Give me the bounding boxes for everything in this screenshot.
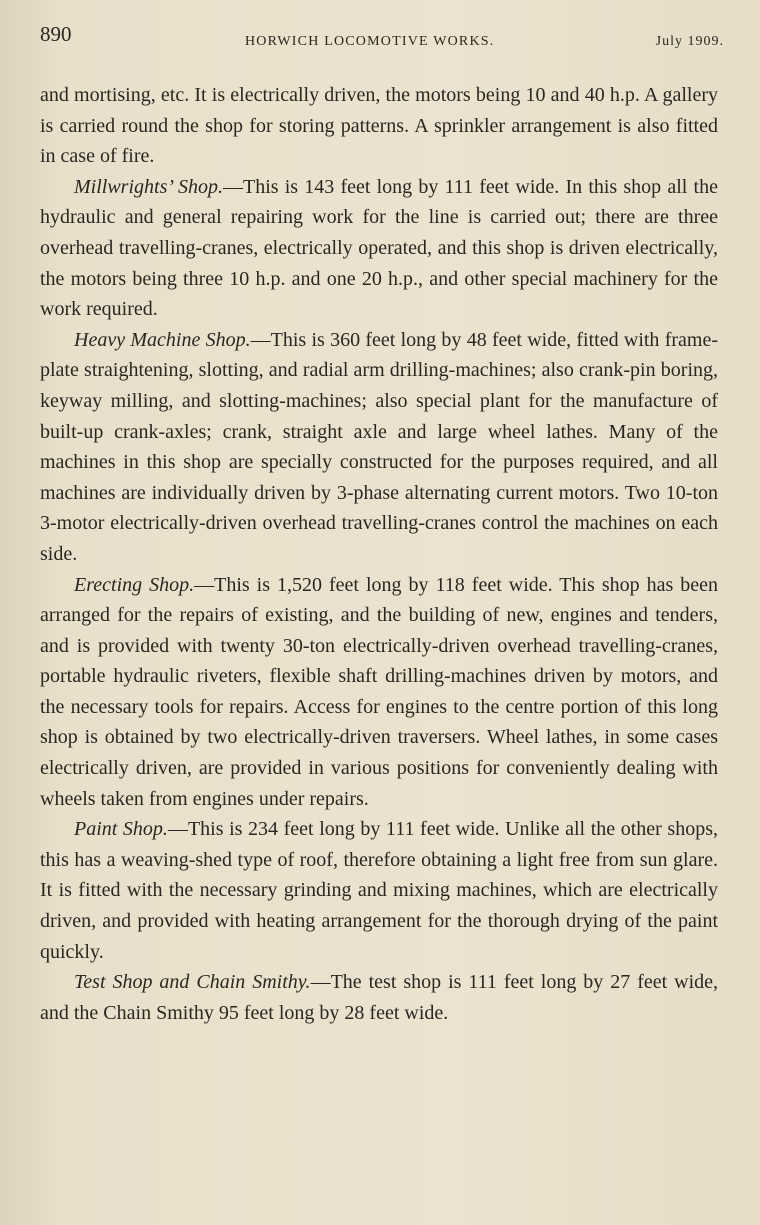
paragraph-text: —This is 360 feet long by 48 feet wide, fitted with frame-plate straightening, slotting, and radial arm drilling-machines; also crank-pin boring, keyway milling, and slotting-machines; also special plant for the manufacture of built-up crank-axles; crank, straight axle and large wheel lathes. Many of the machines in this shop are specially constructed for the purposes required, and all machines are individually driven by 3-phase alternating current motors. Two 10-ton 3-motor electrically-driven overhead travelling-cranes control the machines on each side.	[40, 328, 719, 565]
paragraph-text: —This is 234 feet long by 111 feet wide. Unlike all the other shops, this has a weaving-shed type of roof, therefore obtaining a light free from sun glare. It is fitted with the necessary grinding and mixing machines, which are electrically driven, and provided with heating arrangement for the thorough drying of the paint quickly.	[40, 818, 718, 963]
paragraph-continuation	[40, 80, 718, 172]
page-number: 890	[40, 22, 72, 46]
running-date: July 1909.	[655, 34, 724, 49]
paragraph-test-shop	[40, 967, 718, 1028]
paragraph-heavy-machine-shop	[40, 325, 718, 570]
paragraph-text: —This is 1,520 feet long by 118 feet wide. This shop has been arranged for the repairs of existing, and the building of new, engines and tenders, and is provided with twenty 30-ton electrically-driven overhead travelling-cranes, portable hydraulic riveters, flexible shaft drilling-machines driven by motors, and the necessary tools for repairs. Access for engines to the centre portion of this long shop is obtained by two electrically-driven traversers. Wheel lathes, in some cases electrically driven, are provided in various positions for conveniently dealing with wheels taken from engines under repairs.	[40, 573, 719, 810]
section-heading: Paint Shop.	[74, 818, 168, 841]
paragraph-erecting-shop	[40, 570, 718, 815]
section-heading: Test Shop and Chain Smithy.	[74, 971, 311, 994]
running-title: HORWICH LOCOMOTIVE WORKS.	[245, 34, 495, 49]
paragraph-text: —The test shop is 111 feet long by 27 feet wide, and the Chain Smithy 95 feet long by 28 feet wide.	[40, 971, 718, 1024]
paragraph-text: —This is 143 feet long by 111 feet wide. In this shop all the hydraulic and general repairing work for the line is carried out; there are three overhead travelling-cranes, electrically operated, and this shop is driven electrically, the motors being three 10 h.p. and one 20 h.p., and other special machinery for the work required.	[40, 175, 718, 321]
paragraph-text: and mortising, etc. It is electrically driven, the motors being 10 and 40 h.p. A gallery is carried round the shop for storing patterns. A sprinkler arrangement is also fitted in case of fire.	[40, 84, 718, 168]
section-heading: Heavy Machine Shop.	[74, 328, 251, 351]
body-text	[40, 80, 718, 1028]
section-heading: Erecting Shop.	[74, 573, 195, 596]
running-header	[40, 22, 724, 62]
section-heading: Millwrights’ Shop.	[74, 175, 223, 198]
paragraph-millwrights-shop	[40, 172, 718, 325]
paragraph-paint-shop	[40, 814, 718, 967]
